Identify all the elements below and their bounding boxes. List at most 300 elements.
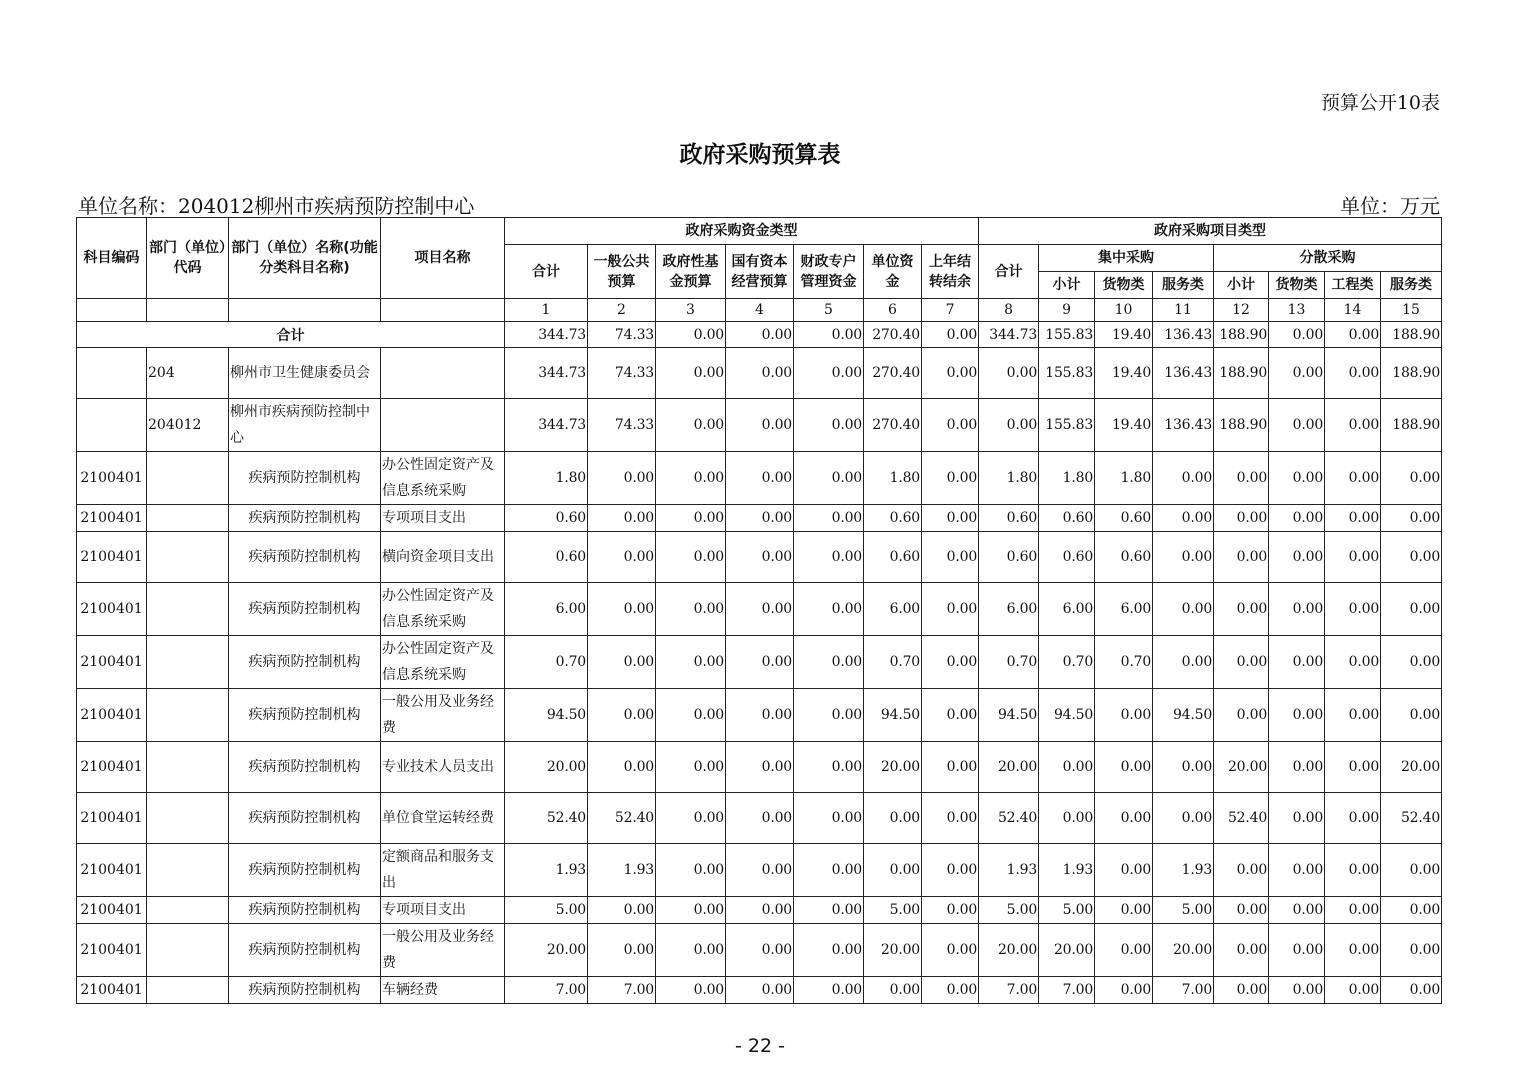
column-number: 3 (656, 299, 726, 322)
unit-name: 单位名称：204012柳州市疾病预防控制中心 (78, 194, 475, 218)
column-number: 12 (1214, 299, 1269, 322)
project-name-cell: 专业技术人员支出 (381, 742, 505, 793)
header-central-subtotal: 小计 (1039, 272, 1095, 299)
value-cell: 0.00 (922, 452, 979, 505)
header-dept-name: 部门（单位）名称(功能分类科目名称) (229, 218, 381, 299)
value-cell: 0.00 (794, 532, 864, 583)
subject-code-cell: 2100401 (77, 505, 147, 532)
column-number: 13 (1269, 299, 1325, 322)
value-cell: 52.40 (979, 793, 1039, 844)
table-row (77, 897, 1442, 924)
value-cell: 20.00 (1214, 742, 1269, 793)
header-dept-code: 部门（单位）代码 (147, 218, 229, 299)
dept-code-cell: 204012 (147, 399, 229, 452)
subject-code-cell: 2100401 (77, 689, 147, 742)
column-number-row (77, 299, 1442, 322)
value-cell: 0.00 (864, 977, 922, 1004)
value-cell: 74.33 (588, 348, 656, 399)
total-row (77, 322, 1442, 348)
value-cell: 0.00 (726, 793, 794, 844)
value-cell: 0.00 (1153, 583, 1214, 636)
total-value: 344.73 (979, 322, 1039, 348)
value-cell: 0.00 (1325, 532, 1381, 583)
column-number-blank (229, 299, 381, 322)
value-cell: 0.00 (1269, 844, 1325, 897)
dept-code-cell (147, 505, 229, 532)
dept-code-cell (147, 897, 229, 924)
value-cell: 0.00 (794, 689, 864, 742)
dept-name-cell: 疾病预防控制机构 (229, 742, 381, 793)
dept-code-cell (147, 793, 229, 844)
dept-code-cell: 204 (147, 348, 229, 399)
value-cell: 0.00 (922, 532, 979, 583)
column-number: 5 (794, 299, 864, 322)
value-cell: 136.43 (1153, 399, 1214, 452)
value-cell: 0.00 (1269, 977, 1325, 1004)
total-value: 188.90 (1214, 322, 1269, 348)
value-cell: 270.40 (864, 348, 922, 399)
value-cell: 0.00 (1095, 742, 1153, 793)
value-cell: 0.00 (1381, 505, 1442, 532)
value-cell: 0.00 (922, 897, 979, 924)
value-cell: 0.00 (1153, 793, 1214, 844)
value-cell: 0.00 (656, 505, 726, 532)
project-name-cell (381, 399, 505, 452)
value-cell: 0.00 (1095, 844, 1153, 897)
value-cell: 0.00 (726, 977, 794, 1004)
header-scattered-group: 分散采购 (1214, 245, 1442, 272)
value-cell: 19.40 (1095, 348, 1153, 399)
dept-code-cell (147, 844, 229, 897)
value-cell: 52.40 (1214, 793, 1269, 844)
value-cell: 0.00 (1269, 399, 1325, 452)
value-cell: 0.00 (1381, 636, 1442, 689)
value-cell: 0.00 (922, 844, 979, 897)
dept-name-cell: 疾病预防控制机构 (229, 977, 381, 1004)
table-row (77, 532, 1442, 583)
value-cell: 0.00 (656, 452, 726, 505)
value-cell: 0.00 (922, 689, 979, 742)
subject-code-cell: 2100401 (77, 793, 147, 844)
value-cell: 0.00 (726, 452, 794, 505)
value-cell: 0.00 (656, 399, 726, 452)
value-cell: 52.40 (588, 793, 656, 844)
value-cell: 0.00 (922, 399, 979, 452)
value-cell: 0.00 (1039, 793, 1095, 844)
project-name-cell: 专项项目支出 (381, 505, 505, 532)
value-cell: 0.00 (922, 505, 979, 532)
value-cell: 0.00 (794, 844, 864, 897)
value-cell: 0.00 (1381, 924, 1442, 977)
value-cell: 0.60 (1039, 532, 1095, 583)
project-name-cell: 定额商品和服务支出 (381, 844, 505, 897)
procurement-budget-table (76, 217, 1442, 1004)
value-cell: 6.00 (979, 583, 1039, 636)
header-fund-carry: 上年结转结余 (922, 245, 979, 299)
value-cell: 0.70 (1039, 636, 1095, 689)
value-cell: 0.00 (656, 583, 726, 636)
value-cell: 0.70 (864, 636, 922, 689)
value-cell: 0.00 (1039, 742, 1095, 793)
subject-code-cell: 2100401 (77, 636, 147, 689)
value-cell: 0.00 (794, 583, 864, 636)
header-scattered-service: 服务类 (1381, 272, 1442, 299)
value-cell: 1.93 (1153, 844, 1214, 897)
value-cell: 52.40 (1381, 793, 1442, 844)
value-cell: 7.00 (1039, 977, 1095, 1004)
value-cell: 0.00 (656, 742, 726, 793)
value-cell: 0.00 (1095, 897, 1153, 924)
total-value: 0.00 (1325, 322, 1381, 348)
value-cell: 0.00 (1095, 689, 1153, 742)
value-cell: 0.00 (726, 505, 794, 532)
table-row (77, 452, 1442, 505)
dept-code-cell (147, 452, 229, 505)
column-number: 10 (1095, 299, 1153, 322)
value-cell: 0.00 (1269, 924, 1325, 977)
dept-code-cell (147, 742, 229, 793)
total-value: 344.73 (505, 322, 588, 348)
value-cell: 0.60 (1039, 505, 1095, 532)
value-cell: 0.60 (505, 505, 588, 532)
header-project-name: 项目名称 (381, 218, 505, 299)
value-cell: 0.00 (1381, 689, 1442, 742)
value-cell: 20.00 (505, 742, 588, 793)
column-number: 11 (1153, 299, 1214, 322)
value-cell: 1.80 (864, 452, 922, 505)
value-cell: 0.00 (1214, 897, 1269, 924)
column-number-blank (147, 299, 229, 322)
value-cell: 155.83 (1039, 399, 1095, 452)
value-cell: 1.93 (979, 844, 1039, 897)
value-cell: 0.00 (656, 348, 726, 399)
value-cell: 6.00 (864, 583, 922, 636)
value-cell: 0.00 (726, 532, 794, 583)
value-cell: 0.00 (922, 924, 979, 977)
header-fund-unit: 单位资金 (864, 245, 922, 299)
value-cell: 0.00 (726, 399, 794, 452)
value-cell: 0.00 (726, 924, 794, 977)
subject-code-cell: 2100401 (77, 583, 147, 636)
value-cell: 7.00 (1153, 977, 1214, 1004)
value-cell: 94.50 (979, 689, 1039, 742)
value-cell: 6.00 (1039, 583, 1095, 636)
table-number-tag: 预算公开10表 (1320, 92, 1440, 114)
value-cell: 0.00 (1214, 583, 1269, 636)
value-cell: 188.90 (1214, 399, 1269, 452)
project-name-cell: 一般公用及业务经费 (381, 924, 505, 977)
subject-code-cell (77, 348, 147, 399)
value-cell: 0.00 (588, 924, 656, 977)
subject-code-cell: 2100401 (77, 924, 147, 977)
project-name-cell: 单位食堂运转经费 (381, 793, 505, 844)
value-cell: 0.00 (588, 897, 656, 924)
value-cell: 0.60 (1095, 532, 1153, 583)
value-cell: 0.00 (588, 583, 656, 636)
value-cell: 0.00 (1269, 505, 1325, 532)
value-cell: 0.00 (1214, 844, 1269, 897)
column-number: 14 (1325, 299, 1381, 322)
value-cell: 7.00 (505, 977, 588, 1004)
value-cell: 0.00 (794, 897, 864, 924)
column-number-blank (381, 299, 505, 322)
value-cell: 188.90 (1381, 399, 1442, 452)
value-cell: 0.00 (656, 793, 726, 844)
project-name-cell: 专项项目支出 (381, 897, 505, 924)
value-cell: 0.00 (588, 742, 656, 793)
header-fund-govfund: 政府性基金预算 (656, 245, 726, 299)
value-cell: 1.93 (588, 844, 656, 897)
header-central-service: 服务类 (1153, 272, 1214, 299)
value-cell: 0.00 (1325, 689, 1381, 742)
table-row (77, 348, 1442, 399)
value-cell: 0.00 (1325, 742, 1381, 793)
project-name-cell (381, 348, 505, 399)
value-cell: 0.00 (656, 532, 726, 583)
value-cell: 0.00 (1325, 844, 1381, 897)
value-cell: 0.00 (1153, 505, 1214, 532)
value-cell: 0.00 (979, 399, 1039, 452)
value-cell: 0.00 (1153, 636, 1214, 689)
value-cell: 0.00 (1269, 897, 1325, 924)
total-value: 136.43 (1153, 322, 1214, 348)
dept-name-cell: 疾病预防控制机构 (229, 897, 381, 924)
value-cell: 0.00 (656, 977, 726, 1004)
header-item-total: 合计 (979, 245, 1039, 299)
value-cell: 0.00 (1214, 689, 1269, 742)
header-scattered-goods: 货物类 (1269, 272, 1325, 299)
header-fund-type-group: 政府采购资金类型 (505, 218, 979, 245)
value-cell: 0.00 (656, 689, 726, 742)
column-number-blank (77, 299, 147, 322)
table-body (77, 322, 1442, 1004)
project-name-cell: 车辆经费 (381, 977, 505, 1004)
dept-name-cell: 疾病预防控制机构 (229, 452, 381, 505)
value-cell: 0.60 (505, 532, 588, 583)
value-cell: 0.00 (656, 844, 726, 897)
dept-code-cell (147, 924, 229, 977)
table-row (77, 583, 1442, 636)
value-cell: 0.00 (794, 977, 864, 1004)
value-cell: 0.00 (922, 348, 979, 399)
table-row (77, 977, 1442, 1004)
header-scattered-subtotal: 小计 (1214, 272, 1269, 299)
value-cell: 0.00 (1269, 742, 1325, 793)
header-central-group: 集中采购 (1039, 245, 1214, 272)
value-cell: 0.00 (794, 348, 864, 399)
column-number: 4 (726, 299, 794, 322)
table-row (77, 399, 1442, 452)
value-cell: 0.00 (1095, 977, 1153, 1004)
value-cell: 74.33 (588, 399, 656, 452)
project-name-cell: 办公性固定资产及信息系统采购 (381, 452, 505, 505)
value-cell: 1.80 (505, 452, 588, 505)
dept-name-cell: 疾病预防控制机构 (229, 583, 381, 636)
total-value: 270.40 (864, 322, 922, 348)
value-cell: 0.00 (922, 583, 979, 636)
value-cell: 0.00 (1381, 977, 1442, 1004)
value-cell: 0.00 (1214, 452, 1269, 505)
dept-name-cell: 疾病预防控制机构 (229, 532, 381, 583)
value-cell: 0.00 (794, 793, 864, 844)
value-cell: 0.00 (922, 742, 979, 793)
value-cell: 7.00 (588, 977, 656, 1004)
value-cell: 0.00 (1095, 924, 1153, 977)
value-cell: 0.00 (1269, 452, 1325, 505)
dept-name-cell: 疾病预防控制机构 (229, 505, 381, 532)
value-cell: 344.73 (505, 348, 588, 399)
value-cell: 0.60 (864, 532, 922, 583)
value-cell: 20.00 (505, 924, 588, 977)
value-cell: 0.70 (1095, 636, 1153, 689)
column-number: 2 (588, 299, 656, 322)
value-cell: 0.00 (588, 689, 656, 742)
table-row (77, 924, 1442, 977)
value-cell: 0.00 (1214, 532, 1269, 583)
dept-name-cell: 疾病预防控制机构 (229, 793, 381, 844)
value-cell: 0.00 (1269, 793, 1325, 844)
value-cell: 0.60 (979, 505, 1039, 532)
header-fund-general: 一般公共预算 (588, 245, 656, 299)
total-value: 19.40 (1095, 322, 1153, 348)
subject-code-cell: 2100401 (77, 532, 147, 583)
value-cell: 1.80 (1095, 452, 1153, 505)
value-cell: 0.00 (1325, 793, 1381, 844)
value-cell: 0.00 (922, 793, 979, 844)
total-value: 0.00 (726, 322, 794, 348)
value-cell: 0.00 (922, 977, 979, 1004)
value-cell: 52.40 (505, 793, 588, 844)
value-cell: 0.60 (979, 532, 1039, 583)
value-cell: 20.00 (1153, 924, 1214, 977)
value-cell: 0.00 (1153, 742, 1214, 793)
value-cell: 136.43 (1153, 348, 1214, 399)
total-value: 0.00 (1269, 322, 1325, 348)
value-cell: 0.00 (1325, 583, 1381, 636)
value-cell: 20.00 (1381, 742, 1442, 793)
dept-name-cell: 疾病预防控制机构 (229, 924, 381, 977)
subject-code-cell: 2100401 (77, 844, 147, 897)
value-cell: 0.00 (794, 742, 864, 793)
value-cell: 20.00 (864, 924, 922, 977)
header-fund-total: 合计 (505, 245, 588, 299)
value-cell: 0.00 (922, 636, 979, 689)
value-cell: 0.00 (726, 636, 794, 689)
currency-unit-label: 单位：万元 (1340, 194, 1440, 218)
page-title: 政府采购预算表 (679, 142, 841, 168)
value-cell: 20.00 (979, 924, 1039, 977)
table-row (77, 742, 1442, 793)
value-cell: 5.00 (979, 897, 1039, 924)
total-value: 74.33 (588, 322, 656, 348)
table-row (77, 636, 1442, 689)
value-cell: 5.00 (1039, 897, 1095, 924)
value-cell: 0.00 (1325, 977, 1381, 1004)
dept-code-cell (147, 583, 229, 636)
value-cell: 0.00 (794, 505, 864, 532)
value-cell: 0.00 (1214, 977, 1269, 1004)
value-cell: 0.00 (1325, 505, 1381, 532)
project-name-cell: 一般公用及业务经费 (381, 689, 505, 742)
value-cell: 0.00 (794, 636, 864, 689)
value-cell: 5.00 (505, 897, 588, 924)
value-cell: 19.40 (1095, 399, 1153, 452)
page-number: - 22 - (735, 1035, 785, 1057)
value-cell: 0.00 (1381, 897, 1442, 924)
value-cell: 0.00 (588, 452, 656, 505)
column-number: 15 (1381, 299, 1442, 322)
value-cell: 1.93 (505, 844, 588, 897)
value-cell: 0.00 (1381, 583, 1442, 636)
project-name-cell: 办公性固定资产及信息系统采购 (381, 583, 505, 636)
total-value: 0.00 (656, 322, 726, 348)
table-row (77, 793, 1442, 844)
subject-code-cell: 2100401 (77, 897, 147, 924)
value-cell: 0.70 (979, 636, 1039, 689)
value-cell: 0.00 (1269, 532, 1325, 583)
dept-name-cell: 疾病预防控制机构 (229, 689, 381, 742)
value-cell: 0.00 (726, 583, 794, 636)
value-cell: 1.80 (1039, 452, 1095, 505)
value-cell: 94.50 (1039, 689, 1095, 742)
value-cell: 0.60 (1095, 505, 1153, 532)
column-number: 6 (864, 299, 922, 322)
value-cell: 0.00 (1269, 689, 1325, 742)
value-cell: 20.00 (864, 742, 922, 793)
value-cell: 0.00 (656, 924, 726, 977)
subject-code-cell: 2100401 (77, 452, 147, 505)
dept-name-cell: 柳州市卫生健康委员会 (229, 348, 381, 399)
value-cell: 0.00 (656, 636, 726, 689)
total-value: 188.90 (1381, 322, 1442, 348)
value-cell: 94.50 (1153, 689, 1214, 742)
header-subject-code: 科目编码 (77, 218, 147, 299)
value-cell: 0.60 (864, 505, 922, 532)
column-number: 9 (1039, 299, 1095, 322)
value-cell: 6.00 (1095, 583, 1153, 636)
value-cell: 94.50 (864, 689, 922, 742)
value-cell: 0.00 (1325, 924, 1381, 977)
value-cell: 0.00 (979, 348, 1039, 399)
value-cell: 0.00 (1153, 532, 1214, 583)
value-cell: 0.00 (1269, 636, 1325, 689)
subject-code-cell: 2100401 (77, 977, 147, 1004)
header-central-goods: 货物类 (1095, 272, 1153, 299)
table-row (77, 505, 1442, 532)
value-cell: 0.00 (588, 532, 656, 583)
value-cell: 20.00 (1039, 924, 1095, 977)
value-cell: 0.00 (794, 924, 864, 977)
value-cell: 0.00 (1214, 505, 1269, 532)
value-cell: 155.83 (1039, 348, 1095, 399)
header-fund-special: 财政专户管理资金 (794, 245, 864, 299)
dept-name-cell: 疾病预防控制机构 (229, 844, 381, 897)
dept-code-cell (147, 532, 229, 583)
value-cell: 7.00 (979, 977, 1039, 1004)
value-cell: 5.00 (1153, 897, 1214, 924)
total-value: 0.00 (794, 322, 864, 348)
value-cell: 188.90 (1214, 348, 1269, 399)
value-cell: 0.00 (1325, 636, 1381, 689)
value-cell: 0.00 (1214, 924, 1269, 977)
value-cell: 0.00 (1325, 348, 1381, 399)
value-cell: 0.70 (505, 636, 588, 689)
value-cell: 20.00 (979, 742, 1039, 793)
value-cell: 344.73 (505, 399, 588, 452)
dept-code-cell (147, 977, 229, 1004)
dept-name-cell: 疾病预防控制机构 (229, 636, 381, 689)
value-cell: 0.00 (864, 844, 922, 897)
